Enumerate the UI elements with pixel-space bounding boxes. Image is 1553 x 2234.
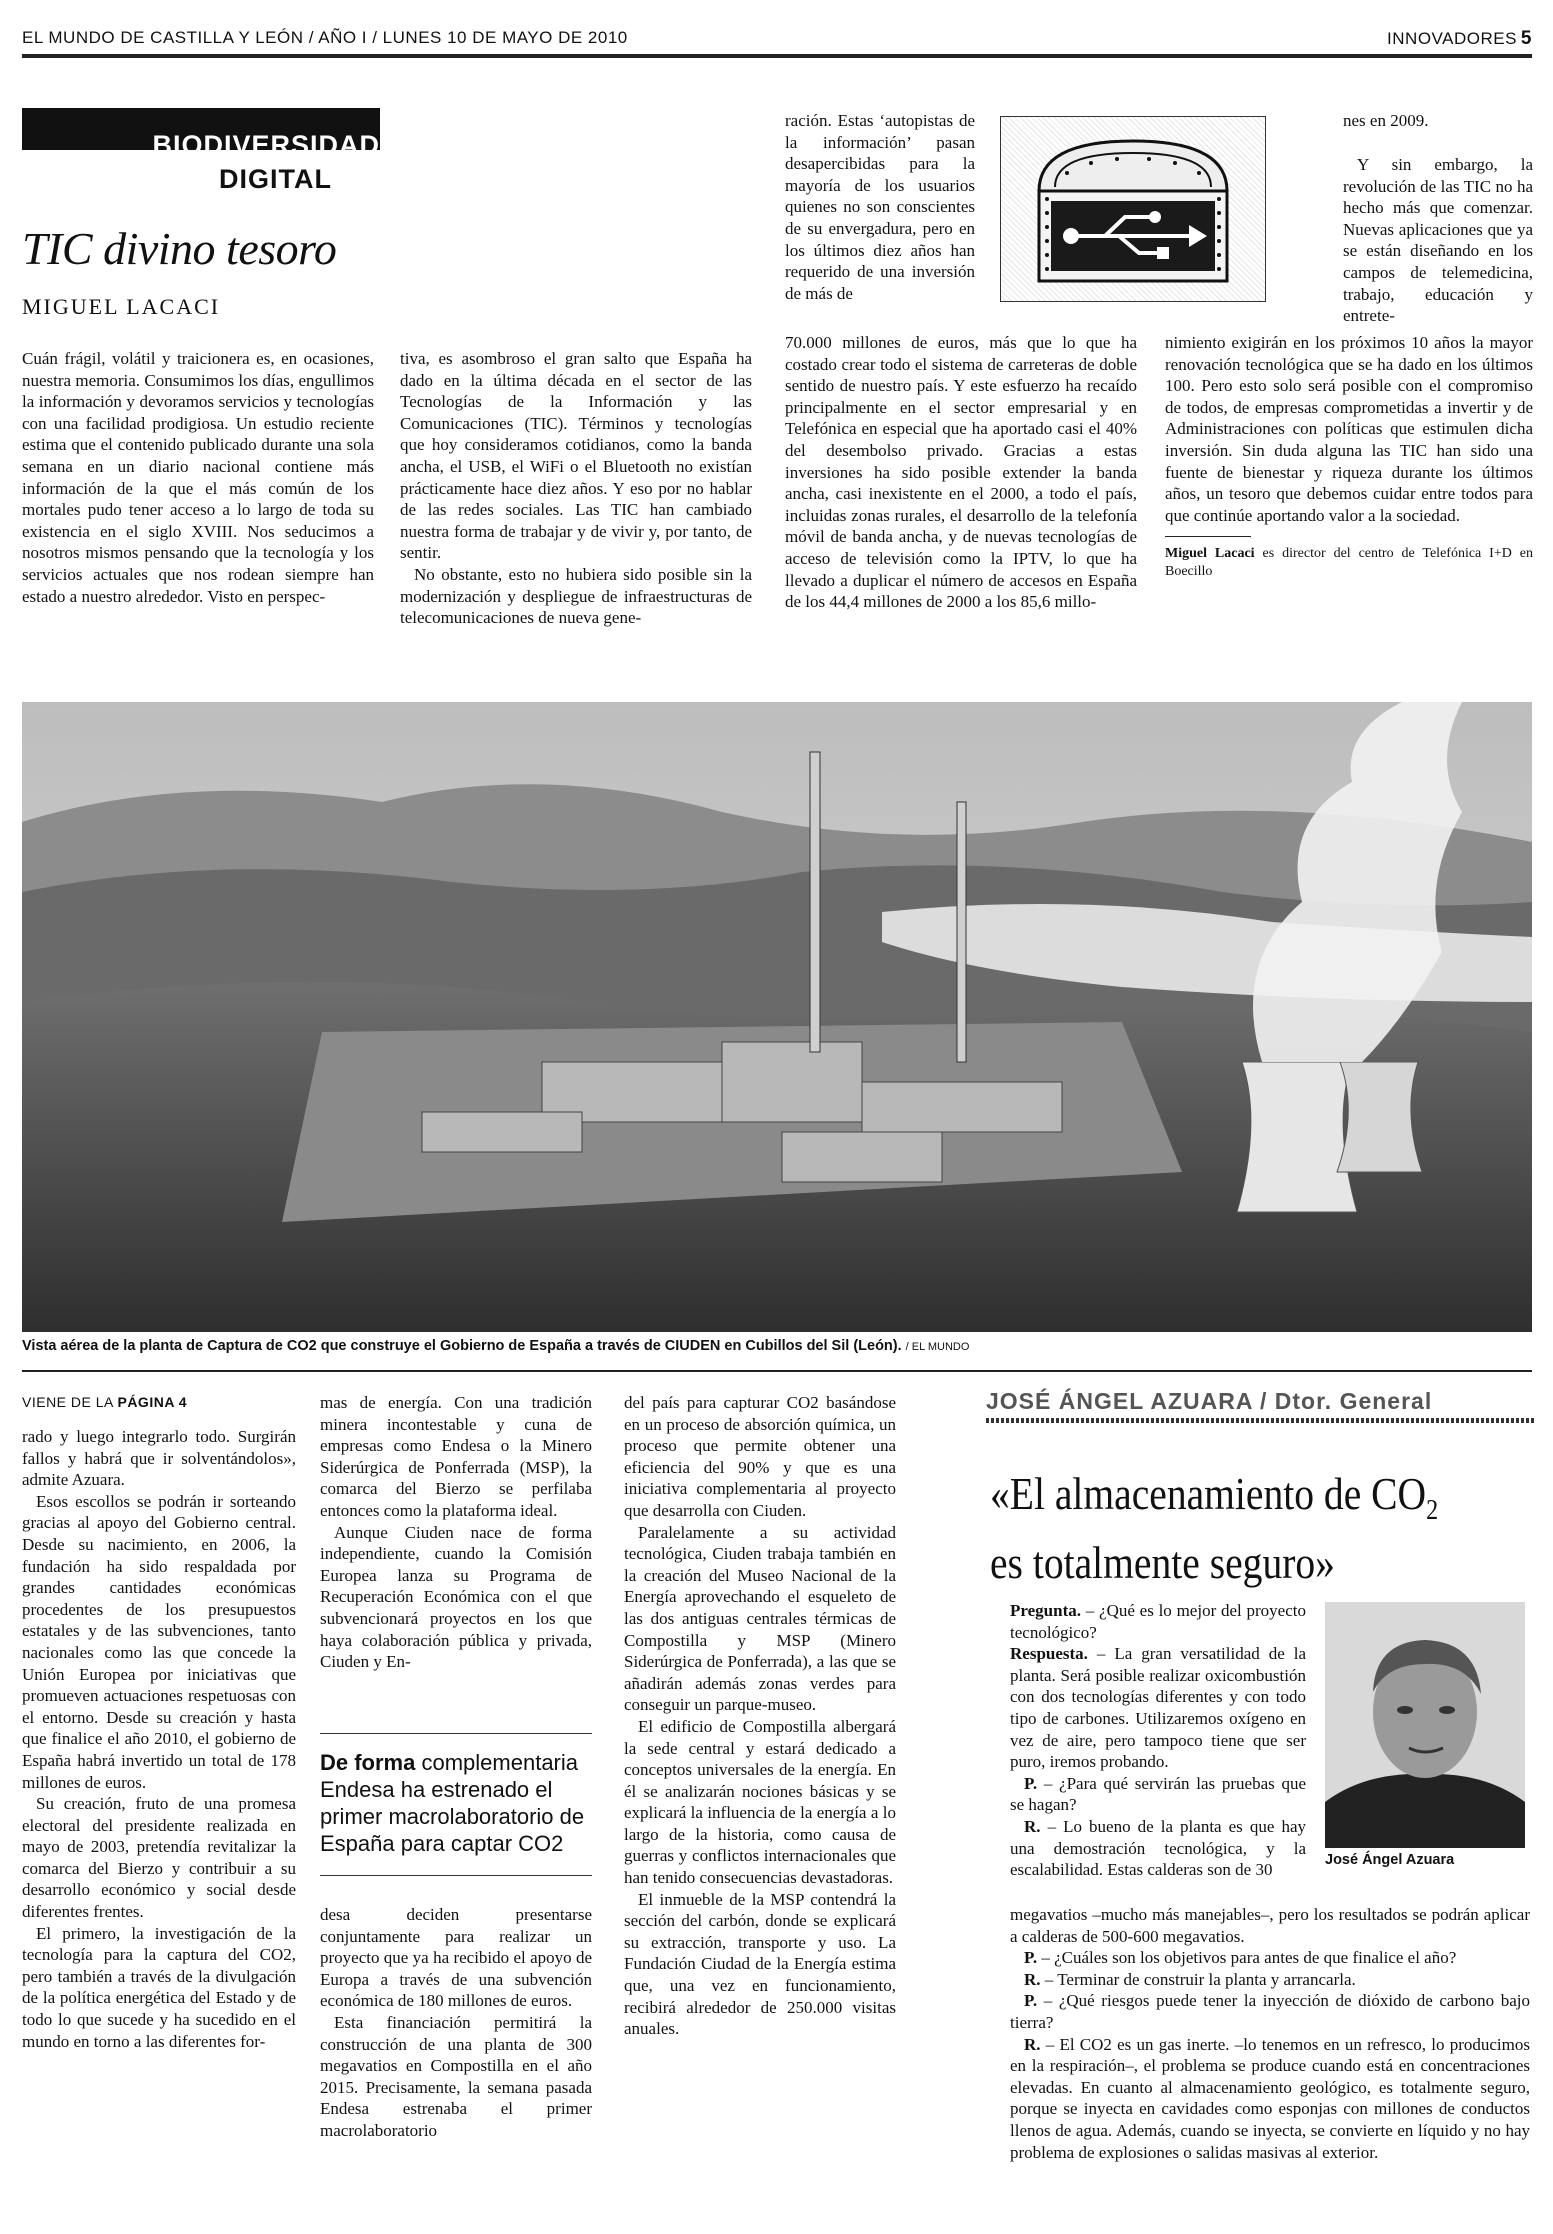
publication-dateline: EL MUNDO DE CASTILLA Y LEÓN / AÑO I / LUNES 10 DE MAYO DE 2010 — [22, 28, 628, 47]
page-folio — [22, 28, 1532, 54]
article1-paragraph: nimiento exigirán en los próximos 10 años la mayor renovación tecnológica que se ha dado en los últimos 100. Pero esto solo será posible con el compromiso de todos, de empresas comprometidas a invertir y de Administraciones con políticas que estimulen dicha inversión. Sin duda alguna las TIC han sido una fuente de bienestar y riqueza durante los últimos años, un tesoro que debemos cuidar entre todos para que continúe aportando valor a la sociedad. — [1165, 333, 1533, 525]
interviewee-portrait — [1325, 1602, 1525, 1848]
article1-paragraph: nes en 2009. — [1343, 111, 1429, 130]
article1-paragraph: Y sin embargo, la revolución de las TIC no ha hecho más que comenzar. Nuevas aplicaciones que ya se están diseñando en los campos de telemedicina, trabajo, educación y entrete- — [1343, 155, 1533, 326]
photo-caption — [22, 1338, 969, 1354]
power-plant-photo — [22, 702, 1532, 1332]
article1-col4-narrow — [1343, 154, 1533, 327]
article1-paragraph: ración. Estas ‘autopistas de la información’ pasan desapercibidas para la mayoría de los usuarios quienes no son conscientes de su envergadura, pero en los últimos diez años han requerido de una inversión de más de — [785, 111, 975, 303]
article1-col4-top — [1343, 110, 1533, 132]
article2-paragraph: mas de energía. Con una tradición minera incontestable y cuna de empresas como Endesa o la Minero Siderúrgica de Ponferrada (MSP), la comarca del Bierzo se perfilaba entonces como la plataforma ideal. — [320, 1393, 592, 1520]
pull-quote — [320, 1749, 592, 1857]
photo-caption-text: Vista aérea de la planta de Captura de CO2 que construye el Gobierno de España a través de CIUDEN en Cubillos del Sil (León). — [22, 1338, 902, 1354]
article1-paragraph: 70.000 millones de euros, más que lo que ha costado crear todo el sistema de carreteras de doble sentido de nuestro país. Y este esfuerzo ha recaído principalmente en el sector empresarial y en Telefónica en especial que ha aportado casi el 40% del desembolso privado. Gracias a estas inversiones ha sido posible extender la banda ancha, casi inexistente en el 2000, a todo el país, incluidas zonas rurales, el desarrollo de la telefonía móvil de banda ancha, y de nuevas tecnologías de acceso de televisión como la IPTV, lo que ha llevado a duplicar el número de accesos en España de los 44,4 millones de 2000 a los 85,6 millo- — [785, 333, 1137, 612]
section-tab-line1: BIODIVERSIDAD — [152, 130, 380, 160]
signature-name: Miguel Lacaci — [1165, 546, 1255, 562]
usb-treasure-chest-icon — [1001, 117, 1265, 301]
article2-paragraph: El edificio de Compostilla albergará la sede central y estará dedicado a conceptos universales de la energía. En él se analizarán nociones básicas y se explicará la influencia de la energía a lo largo de la historia, como causa de guerras y conflictos internacionales que han tenido consecuencias devastadoras. — [624, 1716, 896, 1888]
interview-question: P. – ¿Cuáles son los objetivos para antes de que finalice el año? — [1024, 1948, 1457, 1968]
interview-narrow-column — [1010, 1600, 1306, 1881]
article1-col3-narrow — [785, 110, 975, 304]
signature-role: es director del centro de Telefónica I+D en Boecillo — [1165, 546, 1533, 580]
interview-headline-line1: «El almacenamiento de CO — [990, 1468, 1427, 1519]
article2-paragraph: Esos escollos se podrán ir sorteando gracias al apoyo del Gobierno central. Desde su nacimiento, en 2006, la fundación ha sido respaldada por grandes cantidades económicas procedentes de los presupuestos estatales y de las subvenciones, tanto nacionales como las que concede la Unión Europea por iniciativas que promueven actuaciones respetuosas con el entorno. Desde su creación y hasta que finalice el año 2010, el gobierno de España habrá invertido un total de 178 millones de euros. — [22, 1491, 296, 1792]
article2-paragraph: desa deciden presentarse conjuntamente para realizar un proyecto que ya ha recibido el apoyo de Europa a través de una subvención económica de 180 millones de euros. — [320, 1905, 592, 2011]
interview-answer: R. – Terminar de construir la planta y arrancarla. — [1024, 1969, 1356, 1989]
caption-rule — [22, 1370, 1532, 1372]
header-rule — [22, 54, 1532, 58]
interview-dotted-rule — [986, 1418, 1534, 1423]
interview-question: Pregunta. – ¿Qué es lo mejor del proyecto tecnológico? — [1010, 1601, 1306, 1642]
interview-wide-column — [1010, 1904, 1530, 2163]
article2-paragraph: El primero, la investigación de la tecnología para la captura del CO2, pero también a través de la divulgación de la política energética del Estado y de todo lo que sucede y ha sucedido en el mundo en torno a las diferentes for- — [22, 1923, 296, 2051]
portrait-caption: José Ángel Azuara — [1325, 1852, 1455, 1868]
article2-col2-top — [320, 1392, 592, 1673]
interview-question: P. – ¿Qué riesgos puede tener la inyección de dióxido de carbono bajo tierra? — [1010, 1991, 1530, 2032]
continued-prefix: VIENE DE LA — [22, 1394, 114, 1410]
section-tab — [22, 108, 380, 194]
article2-paragraph: Esta financiación permitirá la construcción de una planta de 300 megavatios en Compostilla en el año 2015. Precisamente, la semana pasada Endesa estrenaba el primer macrolaboratorio — [320, 2012, 592, 2140]
pull-quote-lead: De forma — [320, 1750, 416, 1775]
usb-treasure-chest-illustration — [1000, 116, 1266, 302]
author-signature — [1165, 545, 1533, 581]
article2-paragraph: Paralelamente a su actividad tecnológica, Ciuden trabaja también en la creación del Museo Nacional de la Energía aprovechando el esqueleto de las dos antiguas centrales térmicas de Compostilla y MSP (Minero Siderúrgica de Ponferrada), a las que se añadirán además zonas verdes para conseguir un parque-museo. — [624, 1522, 896, 1715]
article1-paragraph: No obstante, esto no hubiera sido posible sin la modernización y despliegue de infraestructuras de telecomunicaciones de nueva gene- — [400, 564, 752, 628]
interview-question: P. – ¿Para qué servirán las pruebas que se hagan? — [1010, 1773, 1306, 1815]
article1-paragraph: tiva, es asombroso el gran salto que España ha dado en la última década en el sector de las Tecnologías de la Información y las Comunicaciones (TIC). Términos y tecnologías que hoy consideramos cotidianos, como la banda ancha, el USB, el WiFi o el Bluetooth no existían prácticamente hace diez años. Y eso por no hablar de las redes sociales. Las TIC han cambiado nuestra forma de trabajar y de vivir y, por tanto, de sentir. — [400, 349, 752, 563]
section-name: INNOVADORES — [1387, 29, 1517, 48]
signature-rule — [1165, 536, 1251, 537]
article2-paragraph: Su creación, fruto de una promesa electoral del presidente realizada en mayo de 2003, pretendía revitalizar la comarca del Bierzo y contribuir a su desarrollo económico y social desde diferentes frentes. — [22, 1794, 296, 1922]
page-number: 5 — [1520, 28, 1532, 49]
interview-headline-line2: es totalmente seguro» — [990, 1537, 1335, 1589]
interview-headline-subscript: 2 — [1426, 1495, 1439, 1527]
interview-answer: R. – Lo bueno de la planta es que hay una demostración tecnológica, y la escalabilidad. Estas calderas son de 30 — [1010, 1816, 1306, 1880]
article1-col2 — [400, 348, 752, 629]
photo-credit: / EL MUNDO — [905, 1341, 970, 1353]
interview-headline — [990, 1468, 1437, 1589]
section-tab-line2: DIGITAL — [219, 164, 332, 194]
article-headline: TIC divino tesoro — [22, 223, 337, 274]
continued-page: PÁGINA 4 — [117, 1394, 188, 1410]
article2-paragraph: rado y luego integrarlo todo. Surgirán fallos y habrá que ir solventándolos», admite Azuara. — [22, 1427, 296, 1490]
article2-col3 — [624, 1392, 896, 2040]
interview-answer-continued: megavatios –mucho más manejables–, pero los resultados se podrán aplicar a calderas de 500-600 megavatios. — [1010, 1905, 1530, 1946]
article2-paragraph: El inmueble de la MSP contendrá la sección del carbón, donde se explicará su extracción, transporte y uso. La Fundación Ciudad de la Energía estima que, una vez en funcionamiento, recibirá alrededor de 250.000 visitas anuales. — [624, 1889, 896, 2039]
article1-col3-wide — [785, 332, 1137, 613]
interview-answer: R. – El CO2 es un gas inerte. –lo tenemos en un refresco, lo producimos en la respiración–, el problema se produce cuando está en concentraciones elevadas. En cuanto al almacenamiento geológico, es totalmente seguro, porque se inyecta en cavidades como esponjas con millones de conductos llenos de agua. Además, cuando se inyecta, se convierte en líquido y no hay problema de explosiones o salidas masivas al exterior. — [1010, 2034, 1530, 2162]
article1-col4-wide — [1165, 332, 1533, 581]
interview-answer: Respuesta. – La gran versatilidad de la planta. Será posible realizar oxicombustión con dos tecnologías diferentes y con todo tipo de carbones. Utilizaremos oxígeno en vez de aire, pero tampoco tiene que ser puro, iremos probando. — [1010, 1644, 1306, 1772]
article1-col1 — [22, 348, 374, 607]
article-byline: MIGUEL LACACI — [22, 294, 221, 319]
pull-quote-text: complementaria Endesa ha estrenado el primer macrolaboratorio de España para captar CO2 — [320, 1750, 585, 1856]
section-folio — [1387, 28, 1532, 50]
article2-paragraph: Aunque Ciuden nace de forma independiente, cuando la Comisión Europea lanza su Programa de Recuperación Económica con el que subvencionará proyectos en los que haya colaboración pública y privada, Ciuden y En- — [320, 1522, 592, 1672]
interviewee-heading: JOSÉ ÁNGEL AZUARA / Dtor. General — [986, 1388, 1433, 1414]
article2-paragraph: del país para capturar CO2 basándose en un proceso de absorción química, un proceso que permite obtener una eficiencia del 90% y que es una iniciativa complementaria al proyecto que desarrolla con Ciuden. — [624, 1393, 896, 1520]
article2-col2-bottom — [320, 1904, 592, 2142]
article1-paragraph: Cuán frágil, volátil y traicionera es, en ocasiones, nuestra memoria. Consumimos los días, engullimos la información y devoramos servicios y tecnologías con una facilidad prodigiosa. Un estudio reciente estima que el contenido publicado durante una sola semana en un diario nacional contiene más información de la que el más común de los mortales pudo tener acceso a lo largo de toda su existencia en el siglo XVIII. Nos seducimos a nosotros mismos pensando que la tecnología y los servicios actuales que nos rodean siempre han estado a nuestro alrededor. Visto en perspec- — [22, 349, 374, 606]
continued-from-label — [22, 1394, 187, 1410]
article2-col1 — [22, 1426, 296, 2052]
